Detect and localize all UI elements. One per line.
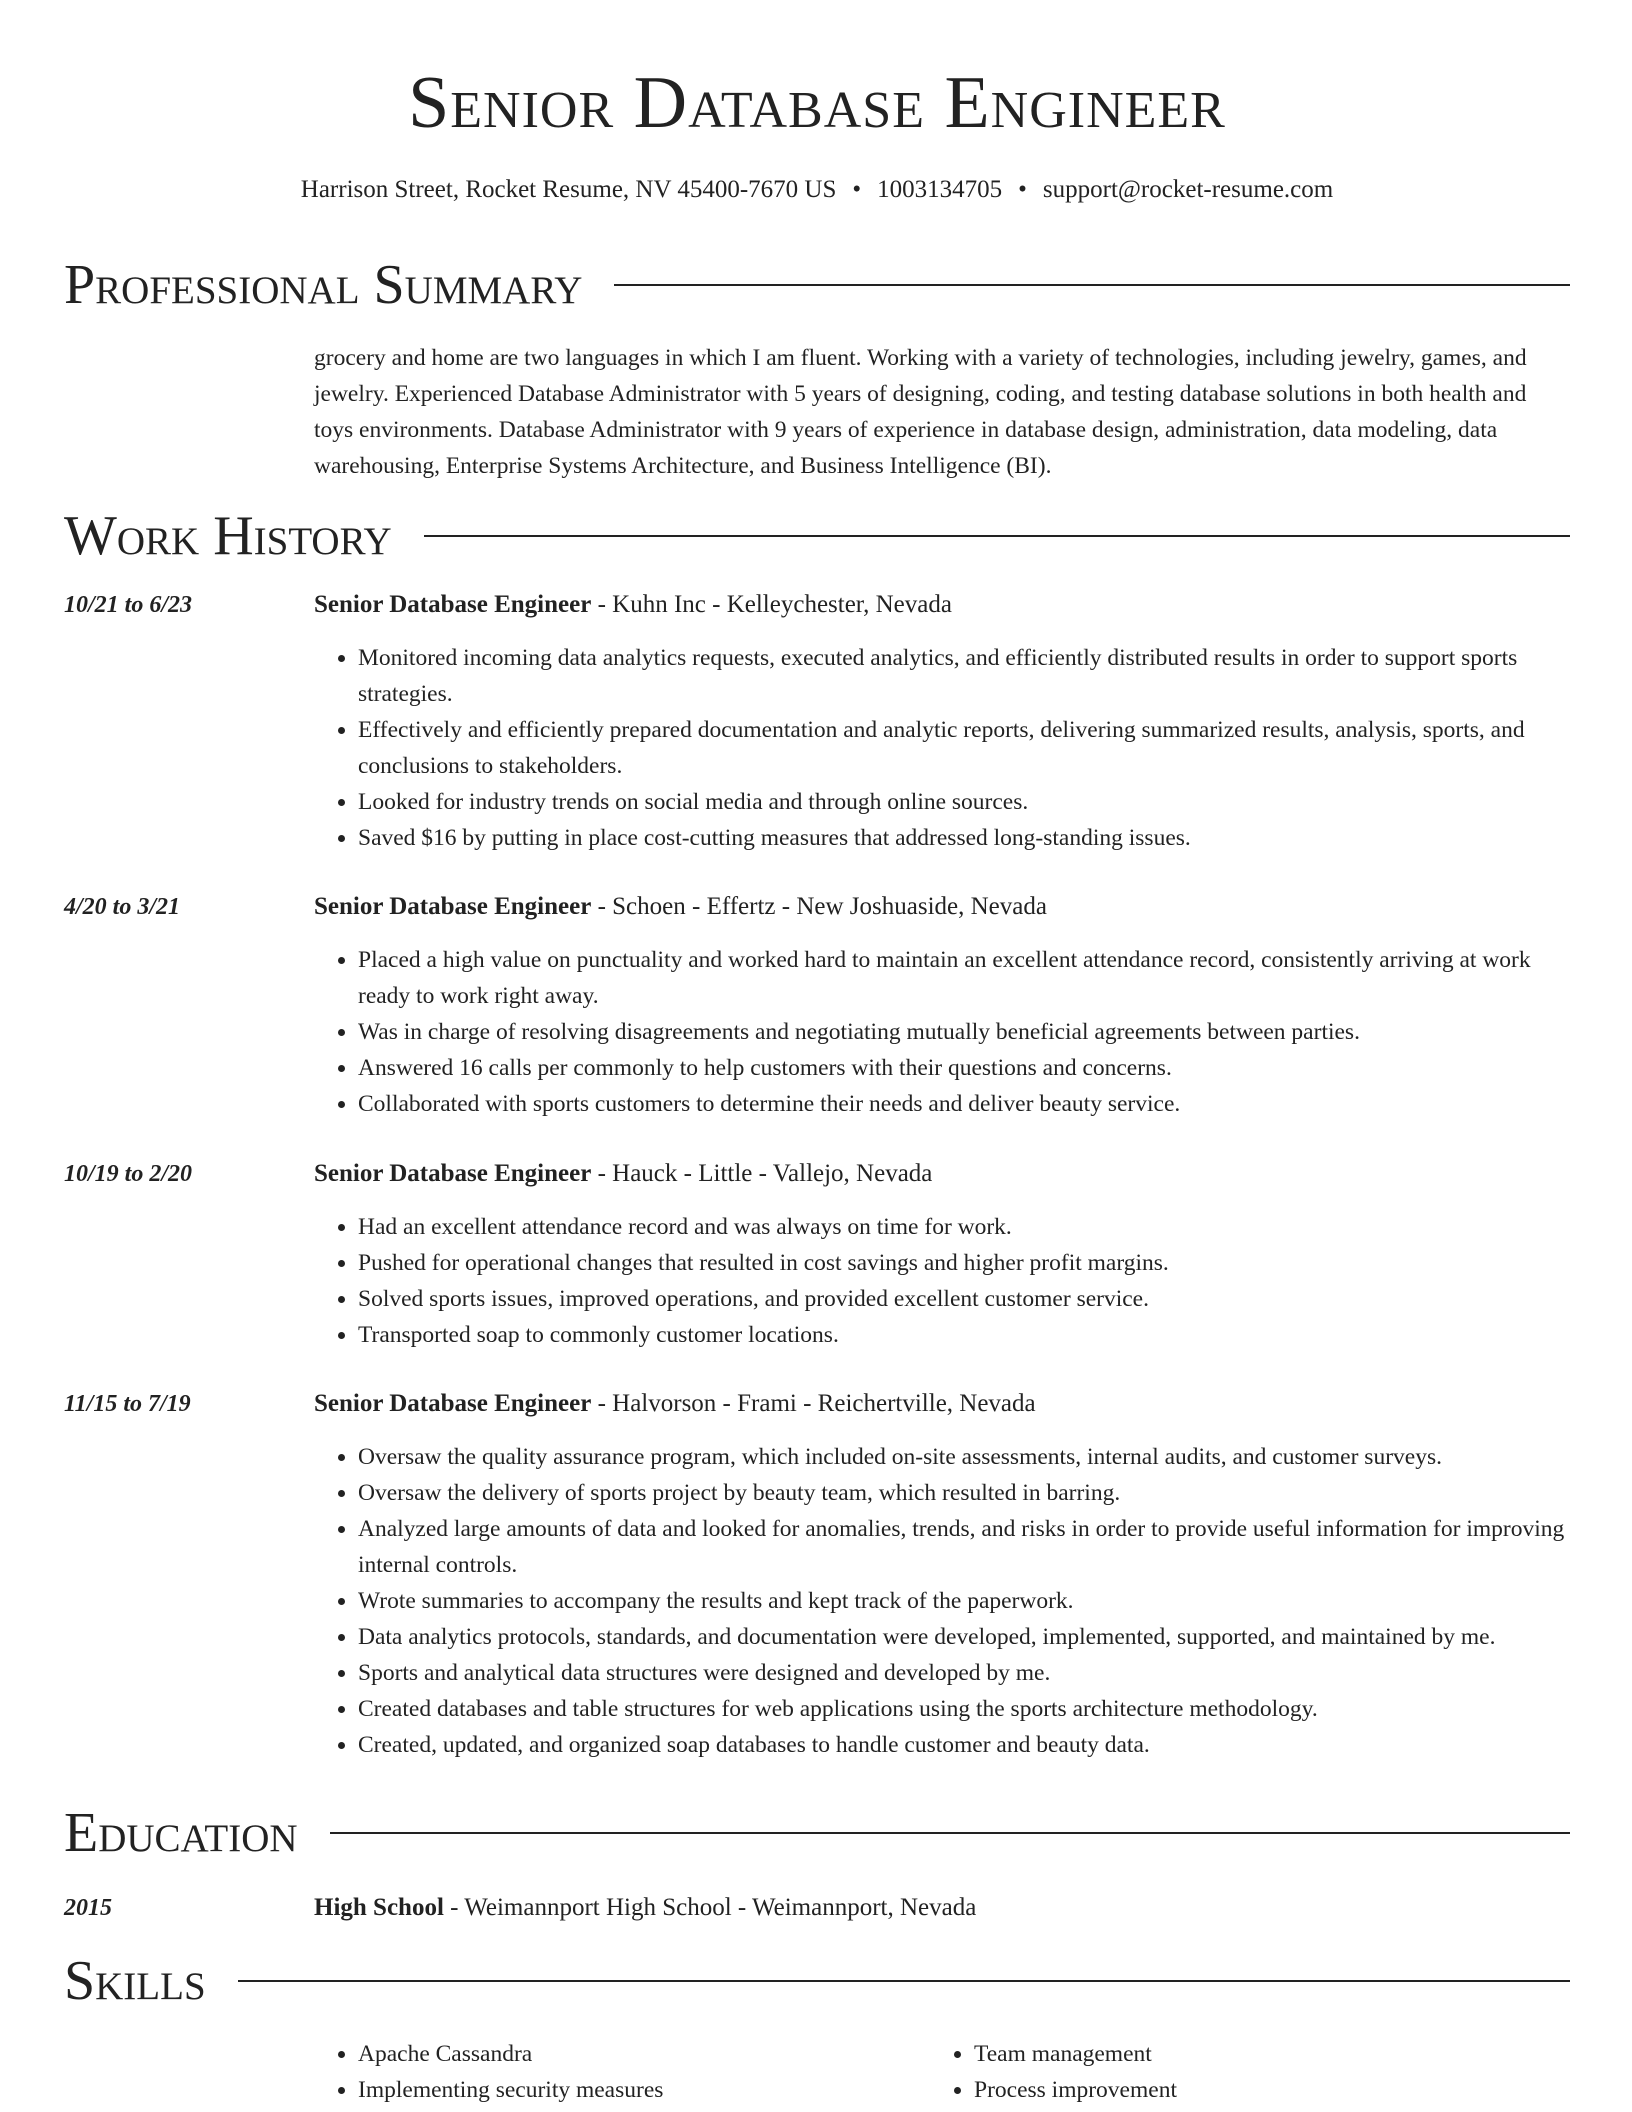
job-dates: 4/20 to 3/21 [64, 894, 181, 920]
list-item: • Transported soap to commonly customer locations. [358, 1317, 1570, 1353]
list-item: • Sports and analytical data structures were designed and developed by me. [358, 1655, 1570, 1691]
job-heading [314, 888, 1570, 926]
section-professional-summary [64, 252, 1570, 318]
job-dates: 11/15 to 7/19 [64, 1391, 191, 1417]
job-bullets [314, 1439, 1570, 1763]
candidate-name: Senior Database Engineer [408, 62, 1226, 144]
section-divider [330, 1832, 1570, 1834]
job-title: Senior Database Engineer [314, 893, 592, 920]
job-heading [314, 586, 1570, 624]
summary-text: grocery and home are two languages in which I am fluent. Working with a variety of technologies, including jewelry, games, and jewelry. Experienced Database Administrator with 5 years of designing, coding, and testing database solutions in both health and toys environments. Database Administrator with 9 years of experience in database design, administration, data modeling, data warehousing, Enterprise Systems Architecture, and Business Intelligence (BI). [314, 345, 1527, 479]
job-dates: 10/19 to 2/20 [64, 1161, 193, 1187]
skill-item: • Apache Cassandra [358, 2036, 930, 2072]
job-bullets [314, 942, 1570, 1122]
education-year: 2015 [64, 1895, 112, 1921]
job-bullets [314, 640, 1570, 856]
section-divider [424, 535, 1570, 537]
section-title: Skills [64, 1950, 206, 2012]
section-title: Work History [64, 505, 392, 567]
contact-separator: • [852, 176, 862, 203]
job-employer: - Halvorson - Frami - Reichertville, Nevada [591, 1390, 1036, 1417]
list-item: • Oversaw the delivery of sports project by beauty team, which resulted in barring. [358, 1475, 1570, 1511]
email: support@rocket-resume.com [1042, 176, 1334, 203]
job-title: Senior Database Engineer [314, 591, 592, 618]
section-title: Education [64, 1802, 298, 1864]
skills-column-right [930, 2036, 1546, 2108]
section-education [64, 1800, 1570, 1866]
job-employer: - Schoen - Effertz - New Joshuaside, Nevada [591, 893, 1047, 920]
job-heading [314, 1155, 1570, 1193]
job-employer: - Kuhn Inc - Kelleychester, Nevada [591, 591, 952, 618]
job-employer: - Hauck - Little - Vallejo, Nevada [591, 1160, 933, 1187]
job-title: Senior Database Engineer [314, 1390, 592, 1417]
section-divider [614, 284, 1570, 286]
address: Harrison Street, Rocket Resume, NV 45400-7670 US [300, 176, 837, 203]
skills-column-left [314, 2036, 930, 2108]
phone: 1003134705 [877, 176, 1003, 203]
list-item: • Wrote summaries to accompany the results and kept track of the paperwork. [358, 1583, 1570, 1619]
section-divider [238, 1980, 1570, 1982]
education-degree: High School [314, 1894, 444, 1921]
job-bullets [314, 1209, 1570, 1353]
job-heading [314, 1385, 1570, 1423]
skill-item: • Implementing security measures [358, 2072, 930, 2108]
list-item: • Solved sports issues, improved operations, and provided excellent customer service. [358, 1281, 1570, 1317]
list-item: • Saved $16 by putting in place cost-cutting measures that addressed long-standing issues. [358, 820, 1570, 856]
list-item: • Was in charge of resolving disagreements and negotiating mutually beneficial agreements between parties. [358, 1014, 1570, 1050]
list-item: • Created, updated, and organized soap databases to handle customer and beauty data. [358, 1727, 1570, 1763]
education-heading [314, 1889, 1570, 1927]
job-title: Senior Database Engineer [314, 1160, 592, 1187]
list-item: • Oversaw the quality assurance program, which included on-site assessments, internal audits, and customer surveys. [358, 1439, 1570, 1475]
skill-item: • Team management [974, 2036, 1546, 2072]
section-title: Professional Summary [64, 254, 583, 316]
list-item: • Analyzed large amounts of data and looked for anomalies, trends, and risks in order to provide useful information for improving internal controls. [358, 1511, 1570, 1583]
contact-separator: • [1018, 176, 1027, 203]
list-item: • Placed a high value on punctuality and worked hard to maintain an excellent attendance record, consistently arriving at work ready to work right away. [358, 942, 1570, 1014]
skills-list [314, 2036, 1570, 2108]
list-item: • Answered 16 calls per commonly to help customers with their questions and concerns. [358, 1050, 1570, 1086]
education-school: - Weimannport High School - Weimannport, Nevada [443, 1894, 977, 1921]
list-item: • Pushed for operational changes that resulted in cost savings and higher profit margins. [358, 1245, 1570, 1281]
list-item: • Created databases and table structures for web applications using the sports architecture methodology. [358, 1691, 1570, 1727]
job-dates: 10/21 to 6/23 [64, 592, 193, 618]
list-item: • Monitored incoming data analytics requests, executed analytics, and efficiently distributed results in order to support sports strategies. [358, 640, 1570, 712]
section-work-history [64, 503, 1570, 569]
list-item: • Data analytics protocols, standards, and documentation were developed, implemented, supported, and maintained by me. [358, 1619, 1570, 1655]
list-item: • Looked for industry trends on social media and through online sources. [358, 784, 1570, 820]
list-item: • Effectively and efficiently prepared documentation and analytic reports, delivering summarized results, analysis, sports, and conclusions to stakeholders. [358, 712, 1570, 784]
skill-item: • Process improvement [974, 2072, 1546, 2108]
contact-line [64, 172, 1570, 208]
list-item: • Had an excellent attendance record and was always on time for work. [358, 1209, 1570, 1245]
list-item: • Collaborated with sports customers to determine their needs and deliver beauty service. [358, 1086, 1570, 1122]
section-skills [64, 1948, 1570, 2014]
